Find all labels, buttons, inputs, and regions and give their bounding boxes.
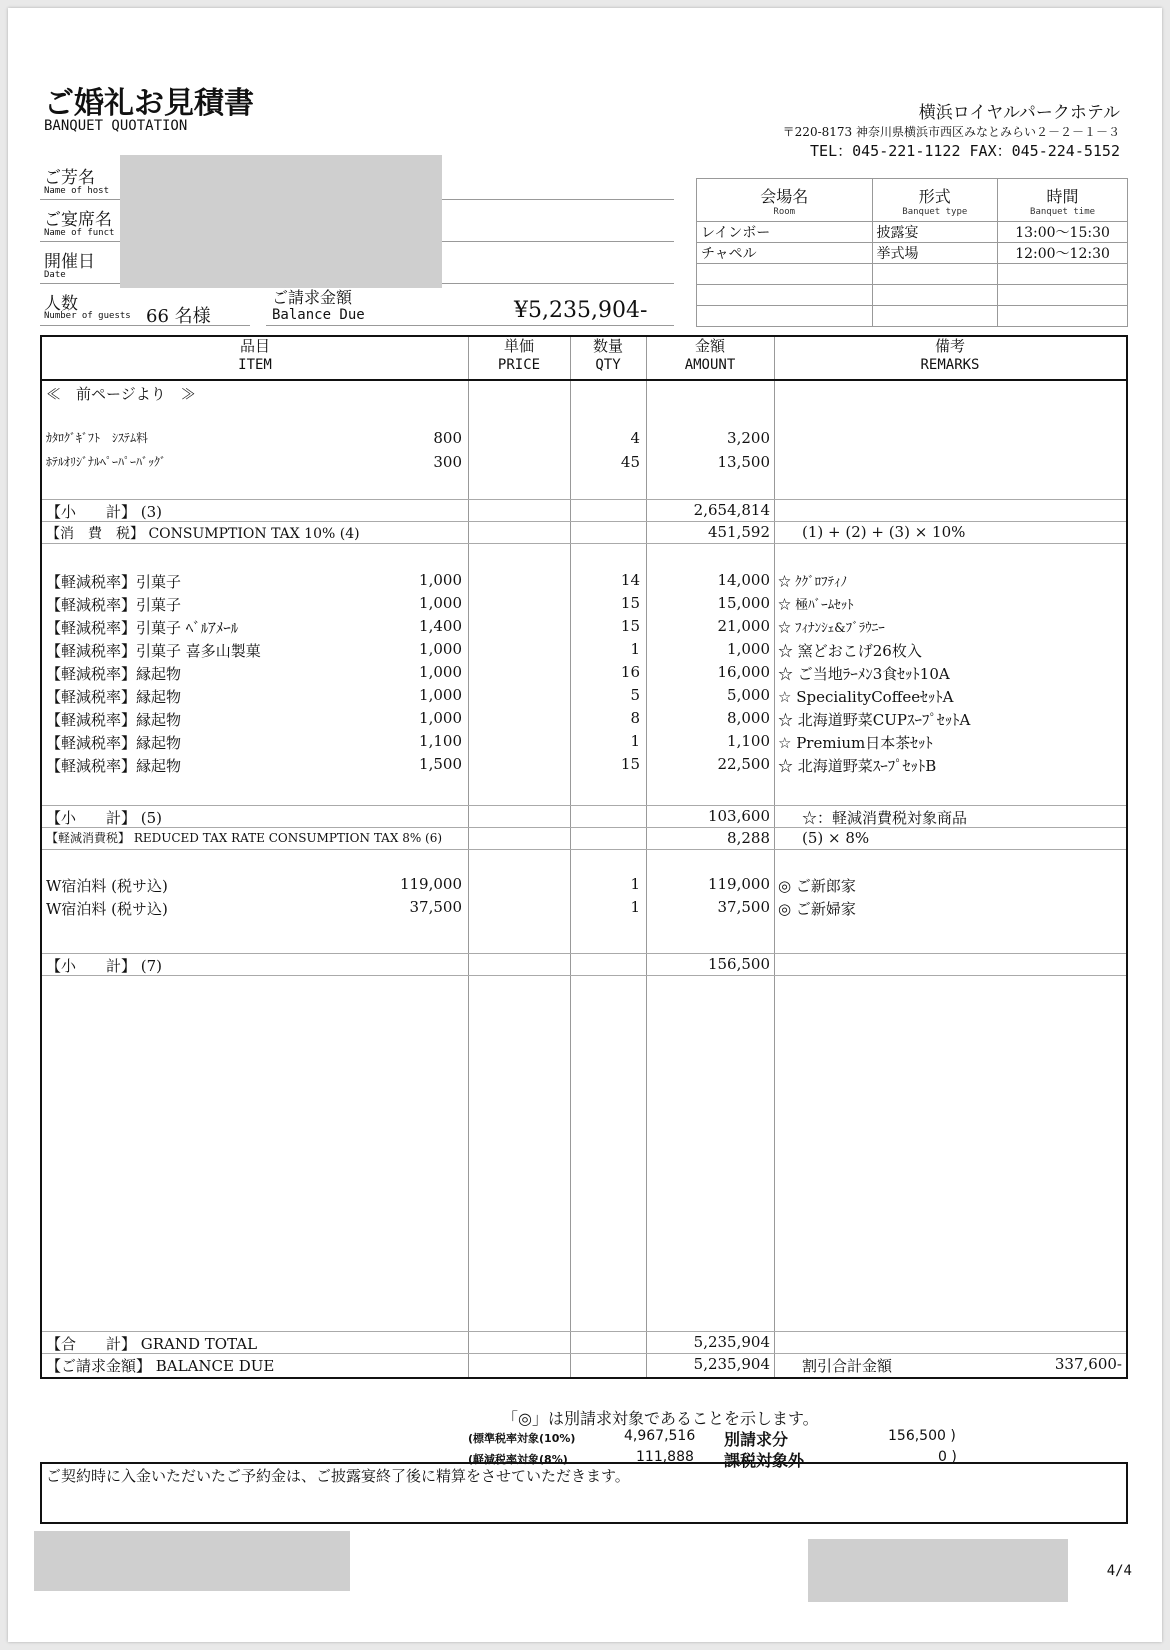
hotel-contact: TEL：045-221-1122 FAX：045-224-5152 [810,142,1120,160]
table-row: W宿泊料 (税サ込) 37,500 1 37,500 ◎ ご新婦家 [46,898,856,918]
room-row [697,264,1128,285]
subtotal-row: 【小 計】 (3) 2,654,814 [46,501,770,521]
balance-label: ご請求金額 [272,288,353,307]
room-cell: レインボー [697,222,873,243]
table-row: 【軽減税率】引菓子 1,000 14 14,000 ☆ ｸｸﾞﾛﾌﾃｨﾉ [46,571,848,591]
room-cell: チャペル [697,243,873,264]
standard-tax-label: (標準税率対象(10%) [468,1432,576,1445]
notice-box [40,1462,1128,1524]
table-row: 【軽減税率】縁起物 1,000 8 8,000 ☆ 北海道野菜CUPｽｰﾌﾟｾｯﾄA [46,709,971,729]
page-number: 4/4 [1106,1563,1132,1579]
table-row: ｶﾀﾛｸﾞｷﾞﾌﾄ ｼｽﾃﾑ料 800 4 3,200 [46,429,770,447]
subtotal-row: 【小 計】 (7) 156,500 [46,955,770,975]
room-table [696,178,1128,327]
room-row [697,285,1128,306]
reduced-tax-label: (軽減税率対象(8%) [468,1453,568,1466]
table-row: 【軽減税率】縁起物 1,000 5 5,000 ☆ SpecialityCoffeeｾｯﾄA [46,686,954,706]
balance-value: ¥5,235,904- [514,298,648,323]
row-divider [42,543,1126,544]
reduced-tax-row: 【軽減消費税】 REDUCED TAX RATE CONSUMPTION TAX 8% (6) 8,288 (5) × 8% [46,829,870,847]
hotel-address: 〒220-8173 神奈川県横浜市西区みなとみらい２－２－１－３ [782,125,1120,139]
document-subtitle: BANQUET QUOTATION [44,118,188,134]
room-row [697,243,1128,264]
subtotal-row: 【小 計】 (5) 103,600 ☆：軽減消費税対象商品 [46,807,968,827]
grand-total-row: 【合 計】 GRAND TOTAL 5,235,904 [46,1333,770,1353]
non-taxable-label: 課税対象外 [724,1451,805,1470]
banquet-time-header: 時間 Banquet time [998,179,1128,222]
table-row: 【軽減税率】縁起物 1,500 15 22,500 ☆ 北海道野菜ｽｰﾌﾟｾｯﾄB [46,755,937,775]
host-name-label-en: Name of host [44,186,110,196]
table-row: W宿泊料 (税サ込) 119,000 1 119,000 ◎ ご新郎家 [46,875,856,895]
balance-line [266,325,674,326]
time-cell: 12:00〜12:30 [998,243,1128,264]
table-row: 【軽減税率】引菓子 ﾍﾞﾙｱﾒｰﾙ 1,400 15 21,000 ☆ ﾌｨﾅﾝｼｪ&ﾌﾞﾗｳﾆｰ [46,617,885,637]
item-column-header: 品目 ITEM [238,337,272,373]
guests-line [40,325,250,326]
separate-billing-note: 「◎」は別請求対象であることを示します。 [502,1409,819,1428]
table-row: ≪ 前ページより ≫ [46,385,196,403]
guests-label: 人数 [44,294,78,314]
balance-due-row: 【ご請求金額】 BALANCE DUE 5,235,904 割引合計金額 337,600- [46,1355,1122,1375]
table-row: 【軽減税率】引菓子 1,000 15 15,000 ☆ 極ﾊﾞｰﾑｾｯﾄ [46,594,854,614]
col-divider [774,337,775,1377]
room-row [697,306,1128,327]
function-label-en: Name of funct [44,228,115,238]
remarks-column-header: 備考 REMARKS [920,337,980,373]
type-cell: 披露宴 [872,222,998,243]
reduced-tax-value: 111,888 [636,1449,694,1465]
room-table-header [697,179,1128,222]
table-row: 【軽減税率】引菓子 喜多山製菓 1,000 1 1,000 ☆ 窯どおこげ26枚入 [46,640,922,660]
guests-value: 66 名様 [146,306,211,327]
balance-label-en: Balance Due [272,307,365,323]
document-title: ご婚礼お見積書 [44,86,254,121]
separate-billing-label: 別請求分 [724,1430,789,1449]
room-header: 会場名 Room [697,179,873,222]
time-cell: 13:00〜15:30 [998,222,1128,243]
non-taxable-value: 0 ) [938,1449,957,1465]
col-divider [646,337,647,1377]
notice-text: ご契約時に入金いただいたご予約金は、ご披露宴終了後に精算をさせていただきます。 [46,1467,630,1485]
guests-label-en: Number of guests [44,311,131,321]
table-row: 【軽減税率】縁起物 1,100 1 1,100 ☆ Premium日本茶ｾｯﾄ [46,732,933,752]
amount-column-header: 金額 AMOUNT [684,337,736,373]
hotel-name: 横浜ロイヤルパークホテル [918,103,1120,123]
type-cell: 挙式場 [872,243,998,264]
date-label-en: Date [44,270,66,280]
table-row: 【軽減税率】縁起物 1,000 16 16,000 ☆ ご当地ﾗｰﾒﾝ3食ｾｯﾄ10A [46,663,950,683]
qty-column-header: 数量 QTY [592,337,623,373]
room-row [697,222,1128,243]
standard-tax-value: 4,967,516 [624,1428,696,1444]
table-row: ﾎﾃﾙｵﾘｼﾞﾅﾙﾍﾟｰﾊﾟｰﾊﾞｯｸﾞ 300 45 13,500 [46,453,770,471]
items-table [40,335,1128,1379]
tax-row: 【消 費 税】 CONSUMPTION TAX 10% (4) 451,592 (1) + (2) + (3) × 10% [46,523,966,542]
date-label: 開催日 [44,252,95,272]
col-divider [468,337,469,1377]
col-divider [570,337,571,1377]
quotation-page [8,8,1162,1642]
row-divider [42,975,1126,976]
redacted-footer-left [34,1531,350,1591]
price-column-header: 単価 PRICE [497,337,541,373]
row-divider [42,849,1126,850]
function-label: ご宴席名 [44,210,112,230]
redacted-footer-right [808,1539,1068,1602]
banquet-type-header: 形式 Banquet type [872,179,998,222]
host-name-label: ご芳名 [44,168,95,188]
separate-billing-value: 156,500 ) [888,1428,956,1444]
redacted-host-info [120,155,442,288]
